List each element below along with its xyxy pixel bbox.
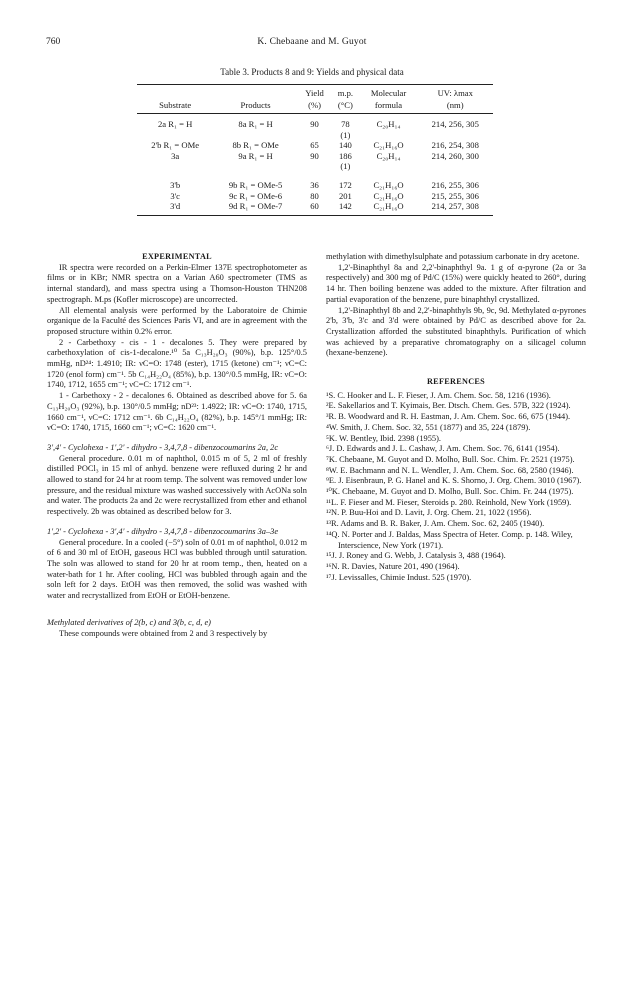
- paragraph: 1,2'-Binaphthyl 8a and 2,2'-binaphthyl 9a. 1 g of α-pyrone (2a or 3a respectively) and 300 mg of Pd/C (15%) were quickly heated to 260°, during 14 hr. Then boiling benzene was added to the mixture. After filtration and partial evaporation of the benzene, pure binaphthyl crystallized.: [326, 262, 586, 304]
- table-row: 2a R₁ = H 8a R₁ = H 90 78 C₂₀H₁₄ 214, 256, 305: [157, 119, 479, 129]
- col-substrate: Substrate: [137, 99, 213, 114]
- table-row: 3a 9a R₁ = H 90 186 C₂₀H₁₄ 214, 260, 300: [171, 150, 479, 161]
- col-mp: m.p.: [331, 85, 359, 100]
- reference-item: ³R. B. Woodward and R. H. Eastman, J. Am. Chem. Soc. 66, 675 (1944).: [326, 412, 571, 422]
- right-column: [326, 252, 586, 583]
- reference-item: ⁷K. Chebaane, M. Guyot and D. Molho, Bull. Soc. Chim. Fr. 2521 (1975).: [326, 454, 575, 464]
- paragraph: methylation with dimethylsulphate and potassium carbonate in dry acetone.: [326, 252, 580, 261]
- paragraph: All elemental analysis were performed by the Laboratoire de Chimie organique de la Faculté des Sciences Paris VI, and are in agreement with the proposed structure within 0.2% error.: [47, 305, 307, 336]
- reference-item: ¹¹L. F. Fieser and M. Fieser, Steroids p. 280. Reinhold, New York (1959).: [326, 497, 572, 507]
- reference-item: ¹⁶N. R. Davies, Nature 201, 490 (1964).: [326, 561, 460, 571]
- paragraph: General procedure. In a cooled (−5°) soln of 0.01 m of naphthol, 0.012 m of 6 and 30 ml of EtOH, gaseous HCl was bubbled through until saturation. The soln was allowed to stand for 20 hr at room temp., then, heated on a water-bath for 1 hr. After cooling, HCl was bubbled through again and the soln left for 2 days. EtOH was then removed, the solid was washed with water and recrystallized from EtOH or EtOH-benzene.: [47, 537, 307, 601]
- subsection-title: 3',4' - Cyclohexa - 1',2' - dihydro - 3,4,7,8 - dibenzocoumarins 2a, 2c: [47, 442, 279, 452]
- table-header-row-1: [137, 85, 493, 100]
- table-row: (1): [340, 129, 351, 140]
- reference-item: ¹⁵J. J. Roney and G. Webb, J. Catalysis 3, 488 (1964).: [326, 551, 506, 561]
- paragraph: IR spectra were recorded on a Perkin-Elmer 137E spectrophotometer as films or in KBr; NMR spectra on a Varian A60 spectrometer (TMS as internal standard), and mass spectra using a Thomson-Houston THN208 spectrograph. M.ps (Kofler microscope) are uncorrected.: [47, 262, 307, 304]
- col-products: Products: [213, 99, 298, 114]
- table-header-row-2: [137, 99, 493, 114]
- reference-item: ⁵K. W. Bentley, Ibid. 2398 (1955).: [326, 433, 441, 443]
- table-row: 2'b R₁ = OMe 8b R₁ = OMe 65 140 C₂₁H₁₆O 216, 254, 308: [151, 140, 479, 151]
- table-row: 3'd 9d R₁ = OMe-7 60 142 C₂₁H₁₆O 214, 257, 308: [137, 201, 493, 215]
- table-row: (1): [340, 161, 351, 172]
- reference-item: ²E. Sakellarios and T. Kyimais, Ber. Dtsch. Chem. Ges. 57B, 322 (1924).: [326, 401, 571, 411]
- subsection-title: Methylated derivatives of 2(b, c) and 3(b, c, d, e): [47, 617, 211, 627]
- col-formula-sub: formula: [360, 99, 418, 114]
- col-mp-unit: (°C): [331, 99, 359, 114]
- running-head: K. Chebaane and M. Guyot: [257, 37, 367, 47]
- table-row: 3'b 9b R₁ = OMe-5 36 172 C₂₁H₁₆O 216, 255, 306: [170, 179, 479, 190]
- reference-item: ¹⁰K. Chebaane, M. Guyot and D. Molho, Bull. Soc. Chim. Fr. 244 (1975).: [326, 487, 574, 497]
- reference-item: ⁶J. D. Edwards and J. L. Cashaw, J. Am. Chem. Soc. 76, 6141 (1954).: [326, 444, 560, 454]
- reference-item: ¹²N. P. Buu-Hoi and D. Lavit, J. Org. Chem. 21, 1022 (1956).: [326, 508, 532, 518]
- reference-item: ¹⁴Q. N. Porter and J. Baldas, Mass Spectra of Heter. Comp. p. 148. Wiley, Interscience, New York (1971).: [326, 529, 573, 550]
- page-header: [0, 37, 624, 51]
- reference-item: ¹³R. Adams and B. R. Baker, J. Am. Chem. Soc. 62, 2405 (1940).: [326, 519, 545, 529]
- col-yield: Yield: [298, 85, 331, 100]
- col-uv: UV: λmax: [417, 85, 493, 100]
- col-uv-unit: (nm): [417, 99, 493, 114]
- col-formula: Molecular: [360, 85, 418, 100]
- left-column: [47, 252, 307, 639]
- references-heading: REFERENCES: [426, 377, 486, 387]
- table-caption: Table 3. Products 8 and 9: Yields and physical data: [220, 67, 404, 77]
- yields-table: [137, 84, 493, 216]
- paragraph: 1,2'-Binaphthyl 8b and 2,2'-binaphthyls 9b, 9c, 9d. Methylated α-pyrones 2'b, 3'b, 3'c and 3'd were obtained by Pd/C as described above for 2a. Crystallization afforded the substituted binaphthyls. Purification of which was achieved by a preparative chromatography on a silicagel column (hexane-benzene).: [326, 305, 586, 358]
- reference-item: ⁹E. J. Eisenbraun, P. G. Hanel and K. S. Shorno, J. Org. Chem. 3010 (1967).: [326, 476, 582, 486]
- table-row: 3'c 9c R₁ = OMe-6 80 201 C₂₁H₁₆O 215, 255, 306: [170, 190, 479, 201]
- paragraph: 2 - Carbethoxy - cis - 1 - decalones 5. They were prepared by carbethoxylation of cis-1-decalone.¹⁰ 5a C₁₃H₂₀O₃ (90%), b.p. 125°/0.5 mmHg, nD²⁴: 1.4910; IR: νC=O: 1748 (ester), 1715 (ketone) cm⁻¹; νC=C: 1720 (enol form) cm⁻¹. 5b C₁₄H₂₂O₄ (85%), b.p. 130°/0.5 mmHg, IR: νC=O: 1740, 1712, 1655 cm⁻¹; νC=C: 1712 cm⁻¹.: [47, 337, 307, 390]
- subsection-title: 1',2' - Cyclohexa - 3',4' - dihydro - 3,4,7,8 - dibenzocoumarins 3a–3e: [47, 526, 279, 536]
- experimental-heading: EXPERIMENTAL: [142, 252, 212, 261]
- reference-item: ¹S. C. Hooker and L. F. Fieser, J. Am. Chem. Soc. 58, 1216 (1936).: [326, 390, 551, 400]
- paragraph: These compounds were obtained from 2 and 3 respectively by: [59, 628, 268, 638]
- paragraph: 1 - Carbethoxy - 2 - decalones 6. Obtained as described above for 5. 6a C₁₃H₂₀O₃ (92%), b.p. 130°/0.5 mmHg; nD²³: 1.4922; IR: νC=O: 1740, 1715, 1660 cm⁻¹, νC=C: 1712 cm⁻¹. 6b C₁₄H₂₂O₄ (82%), b.p. 145°/1 mmHg; IR: νC=O: 1740, 1715, 1660 cm⁻¹; νC=C: 1620 cm⁻¹.: [47, 391, 307, 433]
- page-number: 760: [46, 37, 61, 47]
- reference-item: ⁴W. Smith, J. Chem. Soc. 32, 551 (1877) and 35, 224 (1879).: [326, 422, 531, 432]
- reference-item: ¹⁷J. Levissalles, Chimie Indust. 525 (1970).: [326, 572, 472, 582]
- col-yield-unit: (%): [298, 99, 331, 114]
- paragraph: General procedure. 0.01 m of naphthol, 0.015 m of 5, 2 ml of freshly distilled POCl₃ in 15 ml of anhyd. benzene were refluxed during 2 hr and allowed to stand for 24 hr at room temp. The solvent was removed under low pressure, and the residual mixture was washed successively with AcONa soln and water. The products 2a and 2c were recrystallized from ether and ethanol respectively. 2b was obtained as described below for 3.: [47, 453, 307, 517]
- reference-item: ⁸W. E. Bachmann and N. L. Wendler, J. Am. Chem. Soc. 68, 2580 (1946).: [326, 465, 574, 475]
